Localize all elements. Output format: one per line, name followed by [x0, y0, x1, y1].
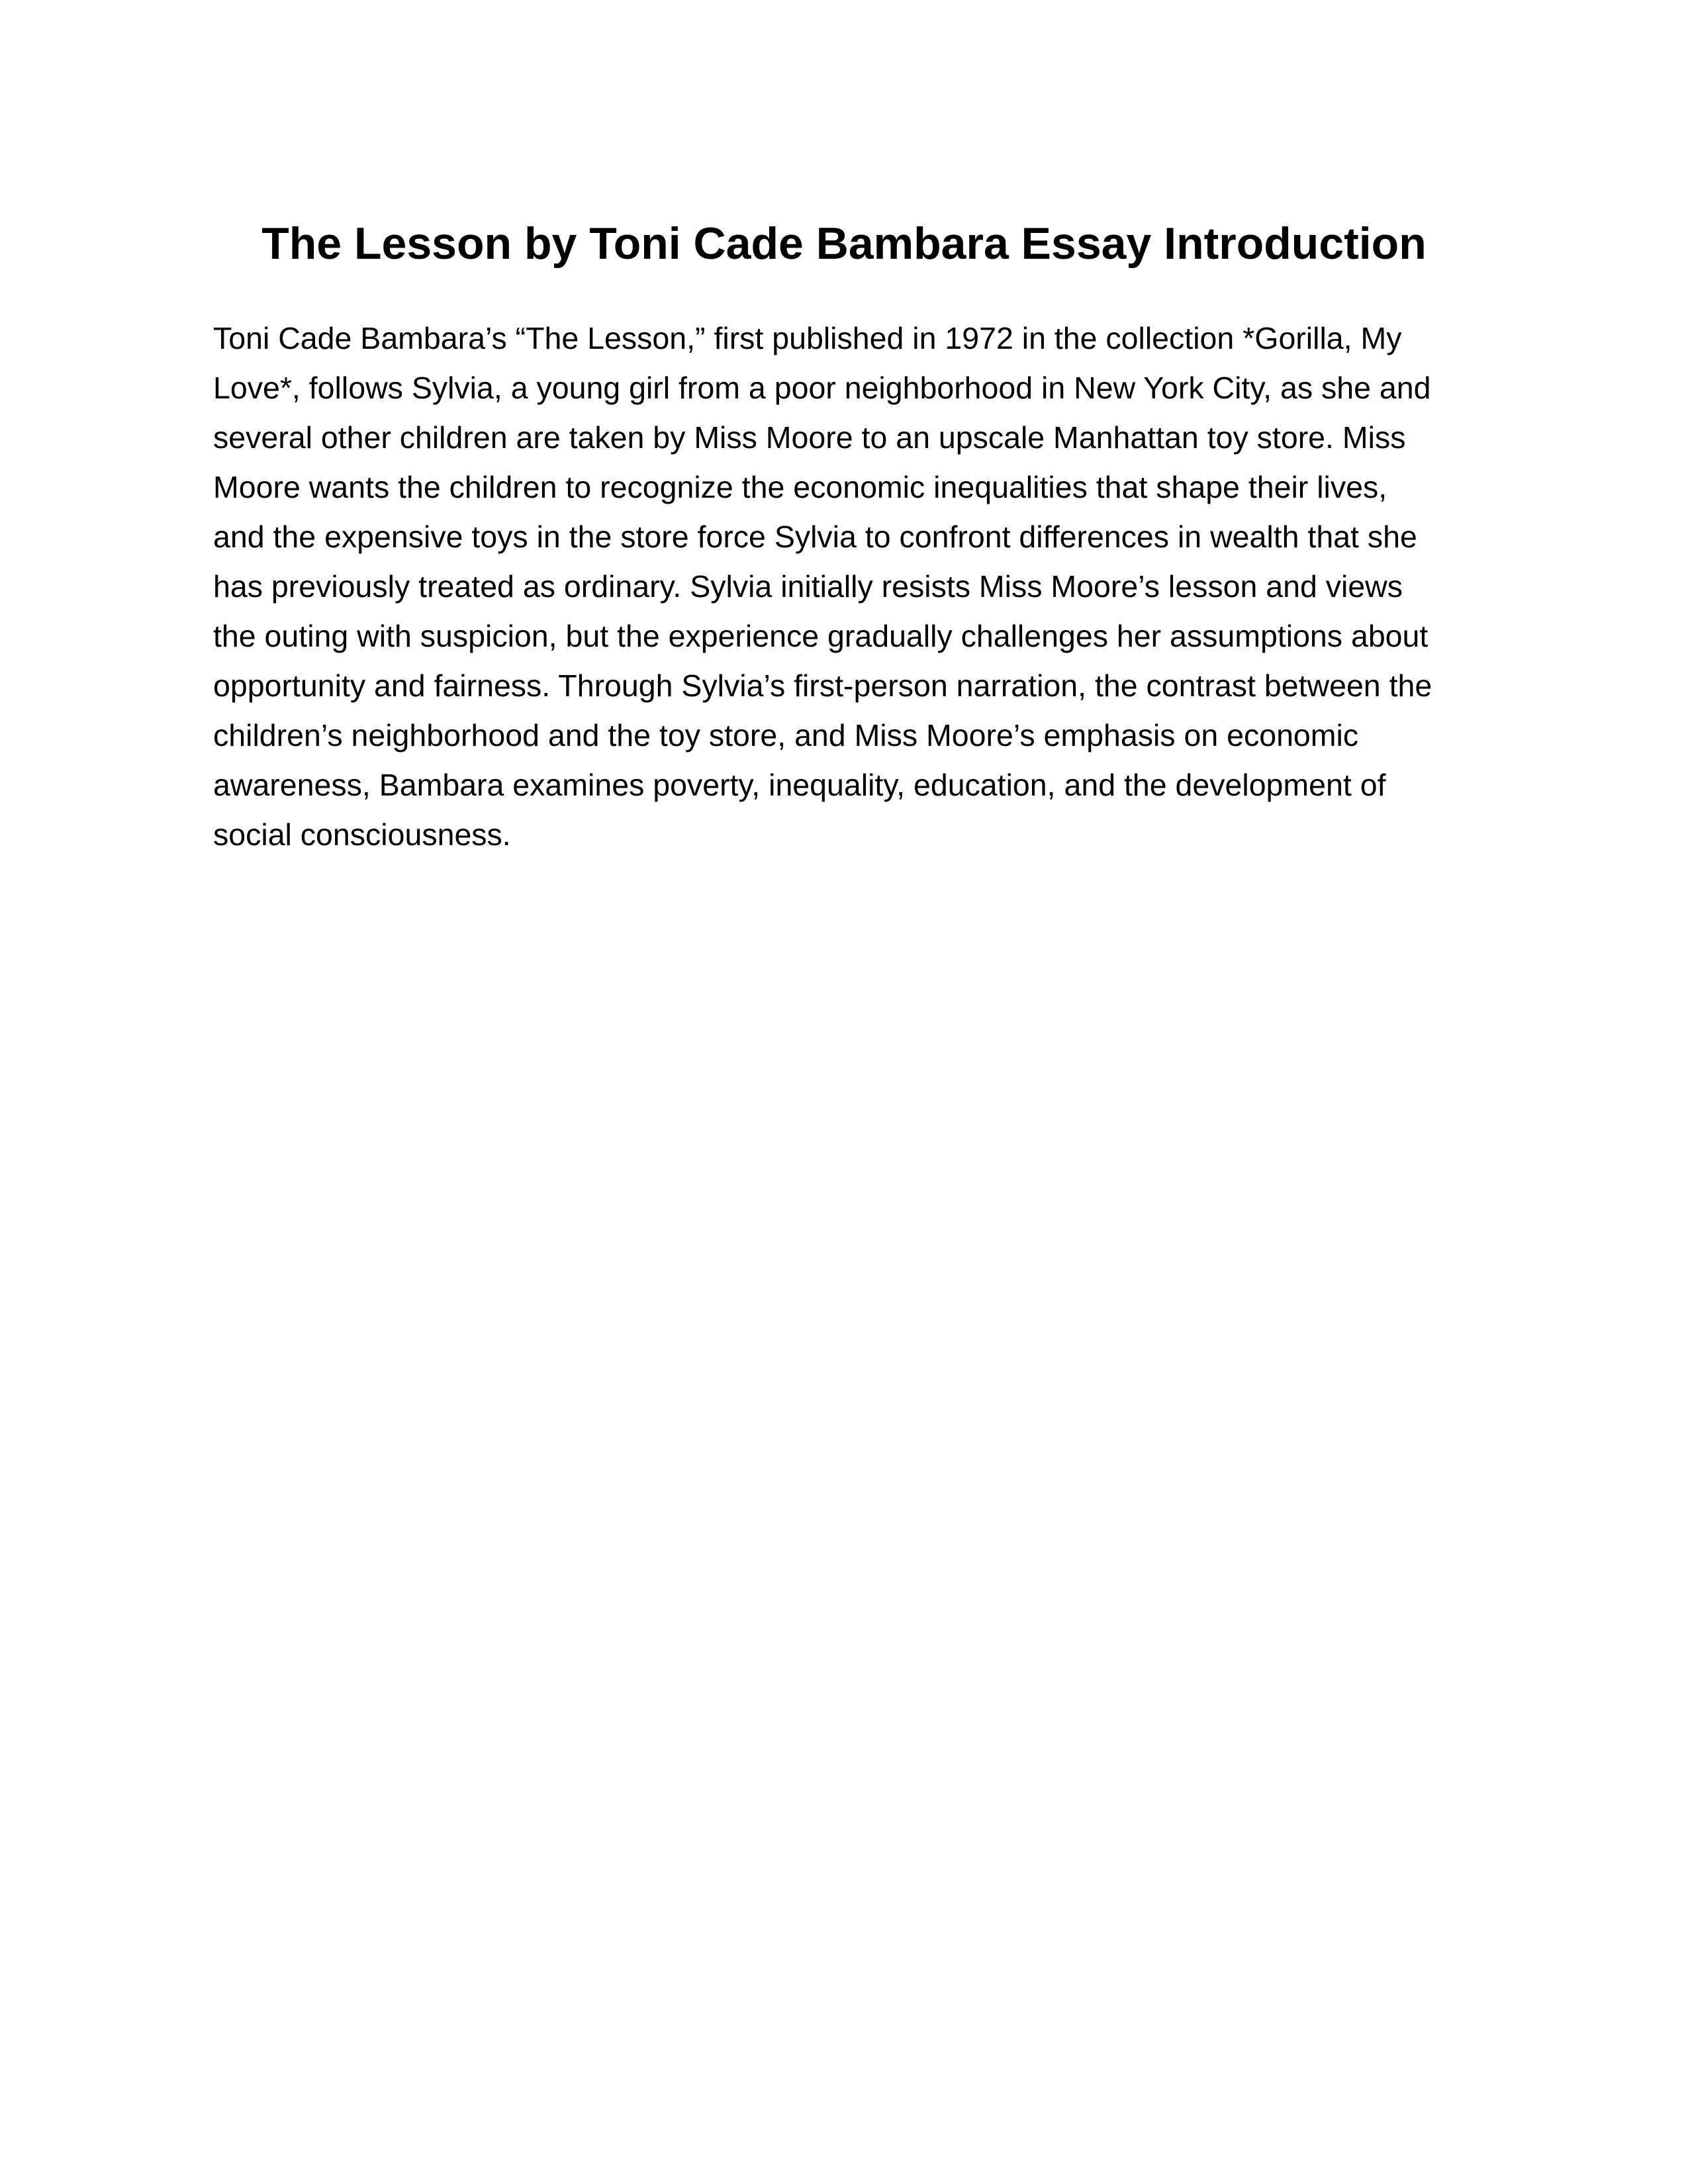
- paragraph-line-1: Toni Cade Bambara’s “The Lesson,” first published in 1972 in the collection *Gorilla, My: [213, 321, 1402, 355]
- document-title: The Lesson by Toni Cade Bambara Essay Introduction: [261, 218, 1427, 269]
- paragraph-line-4: Moore wants the children to recognize the economic inequalities that shape their lives,: [213, 470, 1387, 504]
- paragraph-line-8: opportunity and fairness. Through Sylvia’s first-person narration, the contrast between the: [213, 668, 1432, 703]
- paragraph-line-10: awareness, Bambara examines poverty, inequality, education, and the development of: [213, 768, 1386, 802]
- paragraph-line-3: several other children are taken by Miss Moore to an upscale Manhattan toy store. Miss: [213, 420, 1406, 455]
- intro-paragraph: [213, 314, 1477, 860]
- paragraph-line-7: the outing with suspicion, but the experience gradually challenges her assumptions about: [213, 619, 1429, 653]
- paragraph-line-2: Love*, follows Sylvia, a young girl from a poor neighborhood in New York City, as she and: [213, 371, 1431, 405]
- paragraph-line-11: social consciousness.: [213, 817, 511, 852]
- paragraph-line-5: and the expensive toys in the store force Sylvia to confront differences in wealth that she: [213, 520, 1417, 554]
- paragraph-line-6: has previously treated as ordinary. Sylvia initially resists Miss Moore’s lesson and views: [213, 569, 1403, 604]
- paragraph-line-9: children’s neighborhood and the toy store, and Miss Moore’s emphasis on economic: [213, 718, 1359, 752]
